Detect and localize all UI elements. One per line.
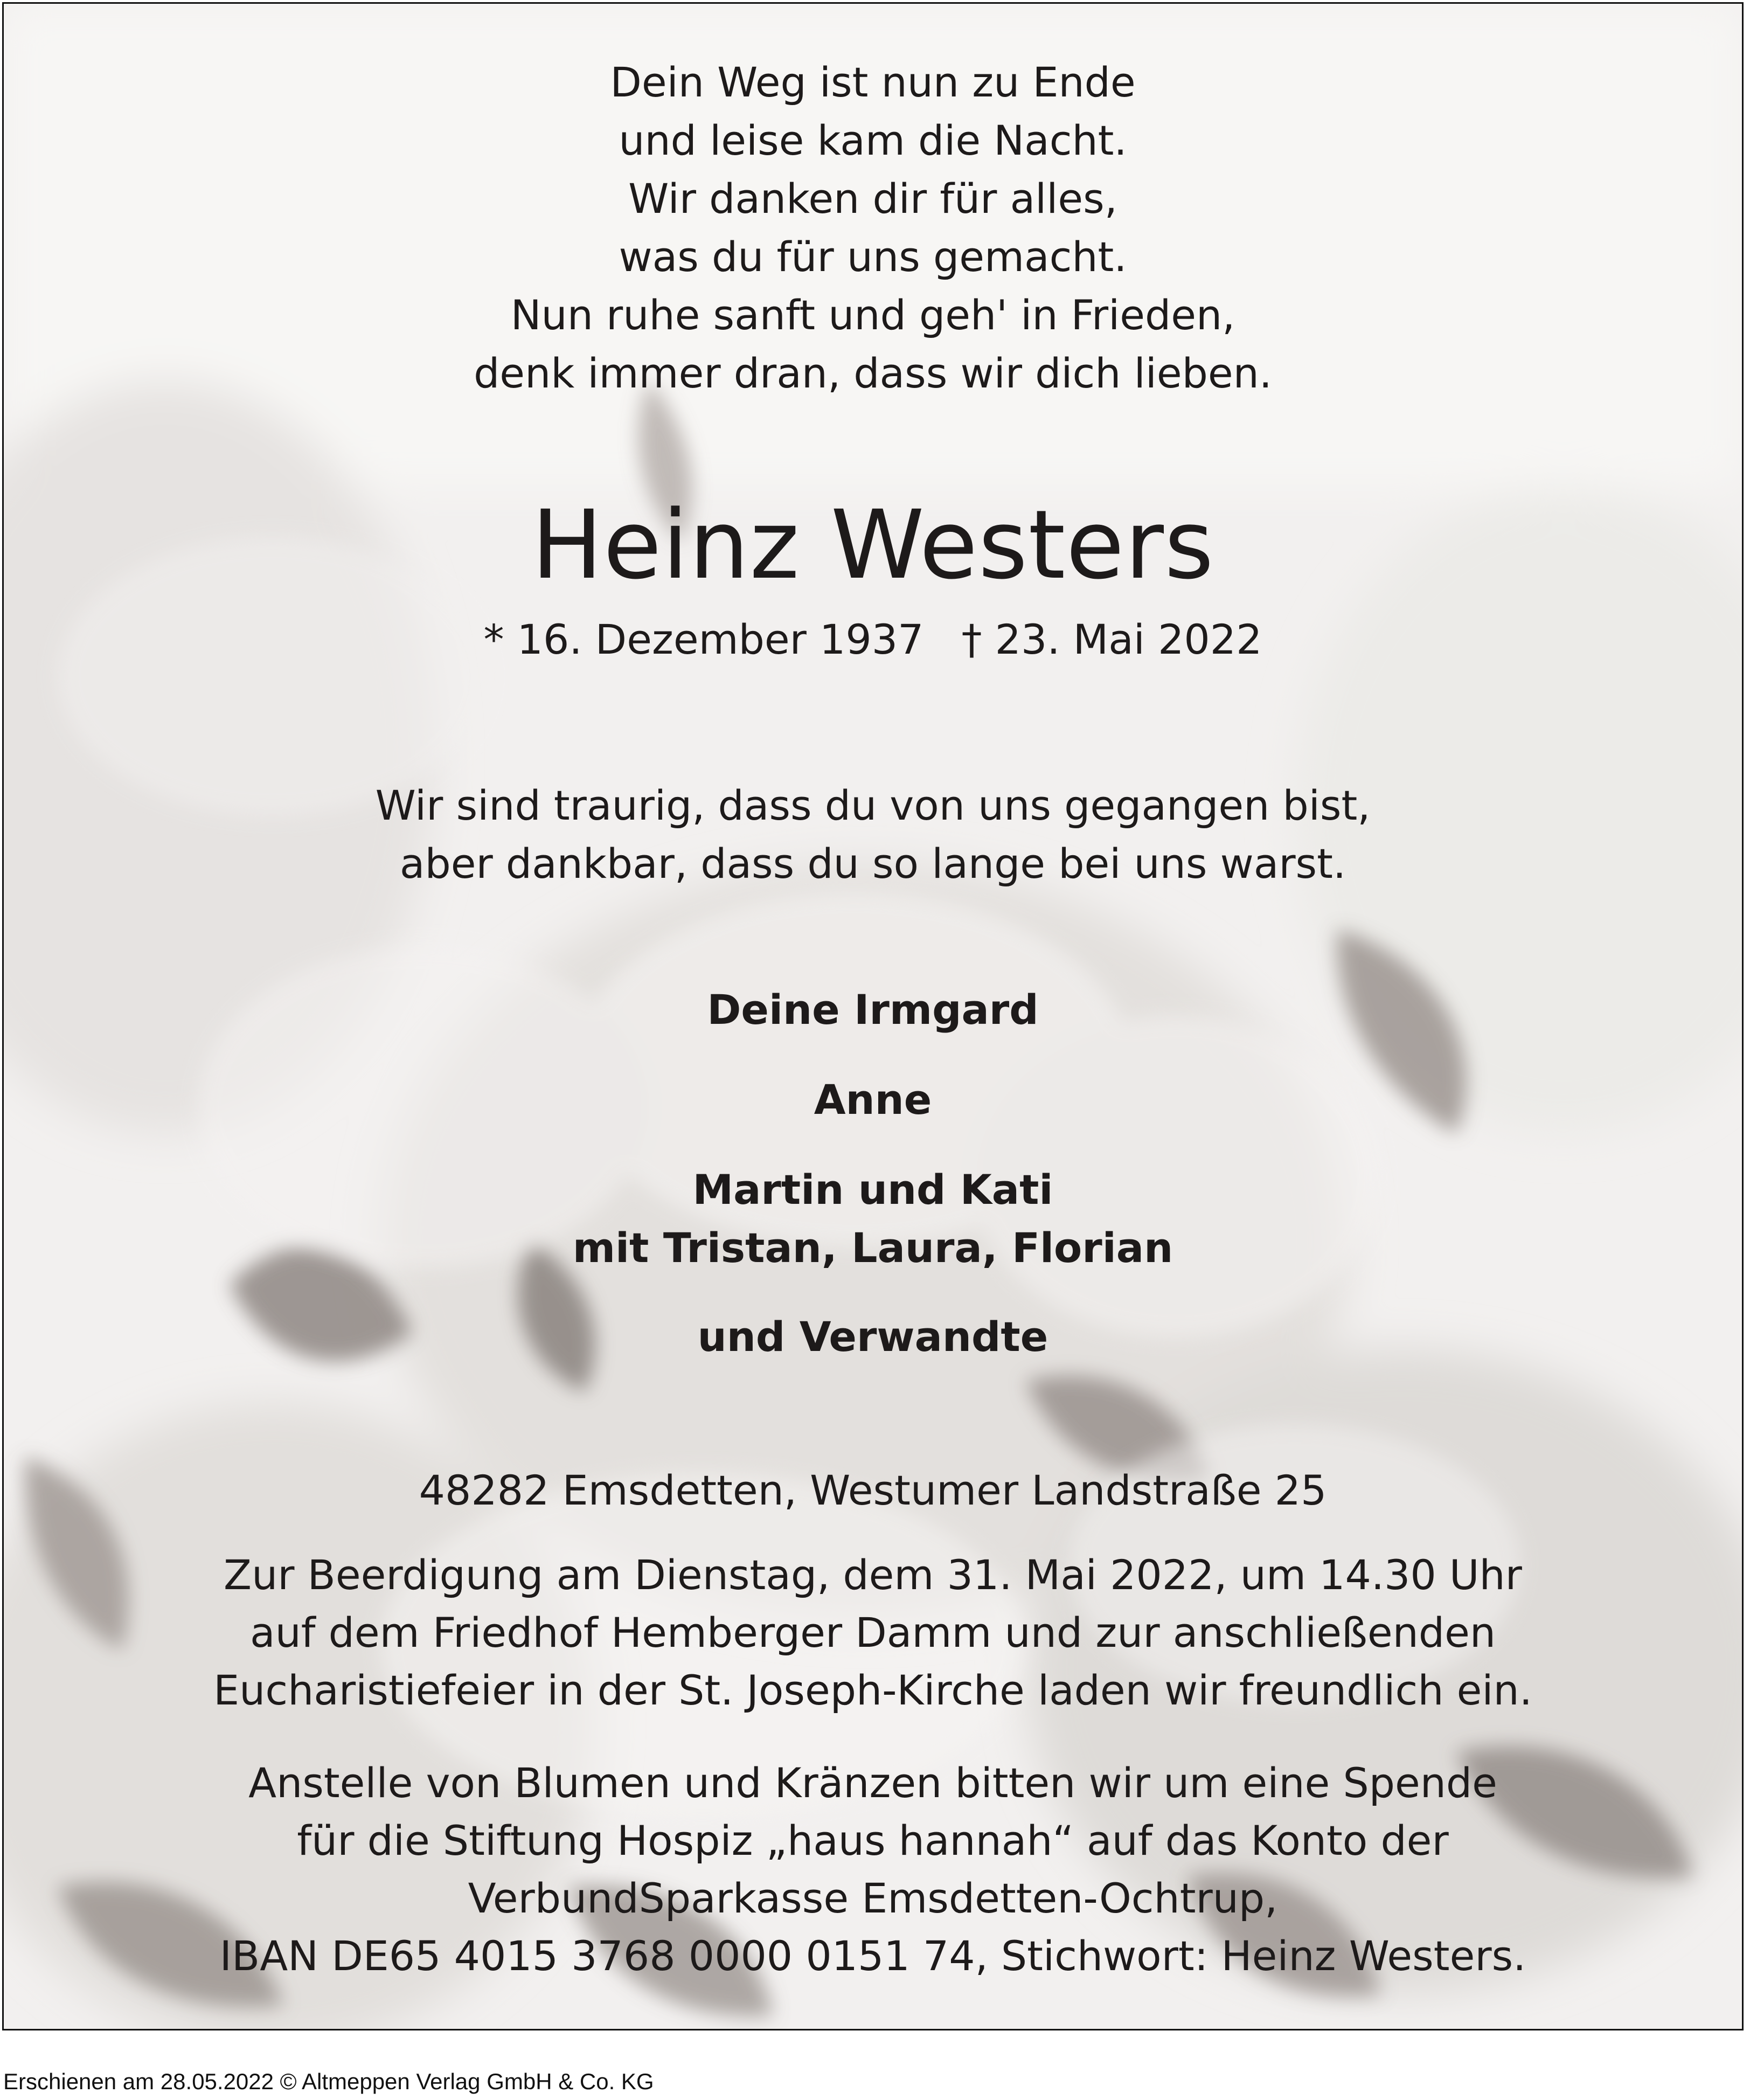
funeral-line: auf dem Friedhof Hemberger Damm und zur anschließenden: [250, 1609, 1496, 1657]
donation-line: für die Stiftung Hospiz „haus hannah“ auf das Konto der: [297, 1817, 1449, 1865]
quote-line: Wir sind traurig, dass du von uns gegangen bist,: [375, 781, 1371, 829]
donation-line: Anstelle von Blumen und Kränzen bitten wir um eine Spende: [248, 1759, 1497, 1807]
mourner-spouse: Deine Irmgard: [707, 986, 1039, 1034]
donation-request: [4, 1754, 1742, 1985]
mourning-quote: [4, 777, 1742, 893]
funeral-invitation: [4, 1546, 1742, 1719]
deceased-name: Heinz Westers: [531, 490, 1214, 600]
address: 48282 Emsdetten, Westumer Landstraße 25: [419, 1466, 1327, 1514]
donation-line: IBAN DE65 4015 3768 0000 0151 74, Stichwort: Heinz Westers.: [219, 1932, 1526, 1980]
mourner-relatives: und Verwandte: [697, 1313, 1048, 1361]
mourner-son-family: [4, 1161, 1742, 1277]
quote-line: aber dankbar, dass du so lange bei uns warst.: [399, 840, 1346, 888]
poem-line: Nun ruhe sanft und geh' in Frieden,: [510, 291, 1235, 339]
mourner-line: mit Tristan, Laura, Florian: [572, 1224, 1173, 1272]
donation-line: VerbundSparkasse Emsdetten-Ochtrup,: [468, 1874, 1278, 1922]
funeral-line: Zur Beerdigung am Dienstag, dem 31. Mai 2022, um 14.30 Uhr: [224, 1551, 1522, 1599]
poem-line: Wir danken dir für alles,: [628, 175, 1117, 223]
birth-date: * 16. Dezember 1937: [483, 615, 924, 663]
funeral-line: Eucharistiefeier in der St. Joseph-Kirche laden wir freundlich ein.: [213, 1666, 1532, 1714]
life-dates: [4, 613, 1742, 667]
poem-line: und leise kam die Nacht.: [619, 116, 1127, 164]
poem: [4, 53, 1742, 403]
obituary-frame: [2, 2, 1744, 2030]
mourner-line: Martin und Kati: [692, 1166, 1053, 1214]
poem-line: denk immer dran, dass wir dich lieben.: [474, 349, 1272, 397]
publication-footer: Erschienen am 28.05.2022 © Altmeppen Verlag GmbH & Co. KG: [3, 2069, 654, 2094]
death-date: † 23. Mai 2022: [961, 615, 1262, 663]
obituary-content: [4, 4, 1742, 2029]
mourner-daughter: Anne: [814, 1076, 932, 1124]
poem-line: Dein Weg ist nun zu Ende: [610, 58, 1136, 106]
poem-line: was du für uns gemacht.: [619, 233, 1127, 281]
